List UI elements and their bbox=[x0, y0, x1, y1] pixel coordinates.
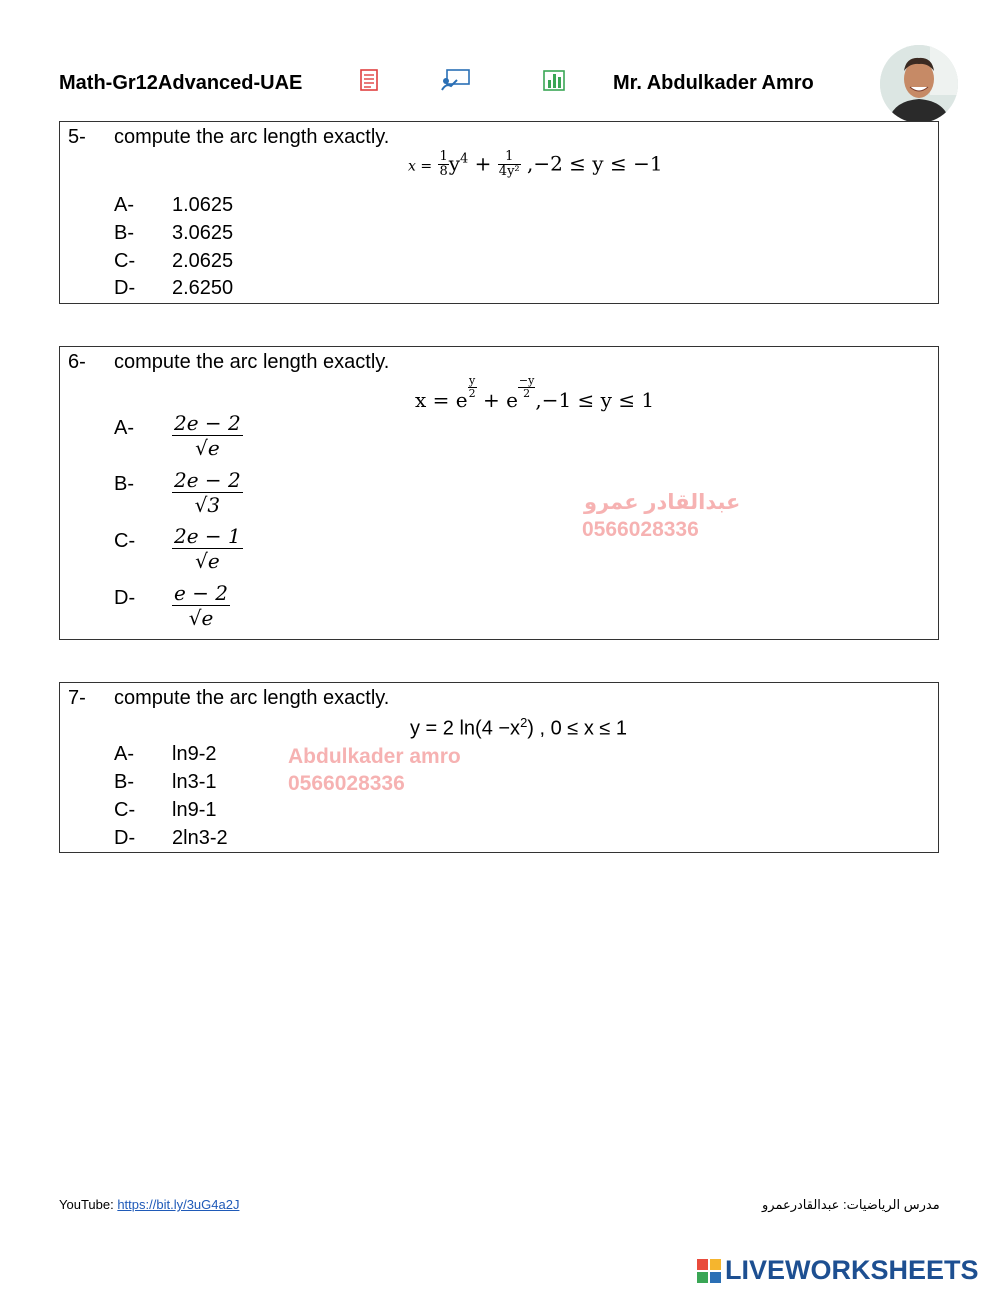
question-prompt: compute the arc length exactly. bbox=[114, 351, 390, 373]
question-prompt: compute the arc length exactly. bbox=[114, 687, 390, 709]
option-d-value[interactable]: 2.6250 bbox=[172, 277, 234, 299]
question-formula: x = $\frac{1}{8}$ $y^4$ + $\frac{1}{\text{4y²}}$ ,−2 ≤ y ≤ −1 bbox=[408, 149, 663, 180]
option-c-value[interactable]: 2.0625 bbox=[172, 250, 234, 272]
watermark-arabic-name: عبدالقادر عمرو bbox=[584, 491, 741, 514]
option-d-label: D- bbox=[114, 277, 136, 299]
option-a-label: A- bbox=[114, 417, 134, 439]
footer-arabic-credit: مدرس الرياضيات: عبدالقادرعمرو bbox=[762, 1197, 940, 1212]
watermark-phone: 0566028336 bbox=[288, 772, 405, 795]
option-a-label: A- bbox=[114, 743, 134, 765]
option-b-value[interactable]: ln3-1 bbox=[172, 771, 217, 793]
course-title: Math-Gr12Advanced-UAE bbox=[59, 72, 303, 94]
presentation-icon[interactable] bbox=[441, 68, 471, 92]
question-number: 7- bbox=[68, 687, 86, 709]
option-b-value[interactable]: 3.0625 bbox=[172, 222, 234, 244]
checklist-icon[interactable] bbox=[357, 68, 381, 92]
option-b-value[interactable]: 2e − 2 √3 bbox=[174, 468, 241, 517]
option-c-label: C- bbox=[114, 530, 136, 552]
question-number: 5- bbox=[68, 126, 86, 148]
teacher-name: Mr. Abdulkader Amro bbox=[613, 72, 814, 94]
question-5-box bbox=[59, 121, 939, 304]
option-c-label: C- bbox=[114, 250, 136, 272]
bar-chart-icon[interactable] bbox=[542, 68, 566, 92]
question-6-box bbox=[59, 346, 939, 640]
option-b-label: B- bbox=[114, 473, 134, 495]
option-d-value[interactable]: e − 2 √e bbox=[174, 581, 229, 630]
option-d-label: D- bbox=[114, 827, 136, 849]
question-7-box bbox=[59, 682, 939, 853]
watermark-phone: 0566028336 bbox=[582, 518, 699, 541]
option-a-value[interactable]: ln9-2 bbox=[172, 743, 217, 765]
question-prompt: compute the arc length exactly. bbox=[114, 126, 390, 148]
teacher-avatar bbox=[880, 45, 958, 123]
option-a-value[interactable]: 2e − 2 √e bbox=[174, 411, 241, 460]
footer-youtube bbox=[59, 1197, 239, 1212]
liveworksheets-logo[interactable] bbox=[697, 1255, 979, 1286]
youtube-link[interactable]: https://bit.ly/3uG4a2J bbox=[117, 1197, 240, 1212]
option-c-label: C- bbox=[114, 799, 136, 821]
question-number: 6- bbox=[68, 351, 86, 373]
brand-name: LIVEWORKSHEETS bbox=[725, 1255, 979, 1285]
option-b-label: B- bbox=[114, 222, 134, 244]
option-c-value[interactable]: ln9-1 bbox=[172, 799, 217, 821]
watermark-latin-name: Abdulkader amro bbox=[288, 745, 461, 768]
option-d-label: D- bbox=[114, 587, 136, 609]
question-formula: y = 2 $\ln(4 -x^2)$ , 0 ≤ x ≤ 1 bbox=[410, 715, 628, 740]
option-b-label: B- bbox=[114, 771, 134, 793]
youtube-label: YouTube: bbox=[59, 1197, 114, 1212]
option-a-value[interactable]: 1.0625 bbox=[172, 194, 234, 216]
liveworksheets-blocks-icon bbox=[697, 1259, 721, 1283]
question-formula: x = e $\frac{y}{2}$ + e $\frac{-y}{2}$ ,−1 ≤ y ≤ 1 bbox=[415, 374, 655, 413]
option-d-value[interactable]: 2ln3-2 bbox=[172, 827, 228, 849]
option-a-label: A- bbox=[114, 194, 134, 216]
option-c-value[interactable]: 2e − 1 √e bbox=[174, 524, 241, 573]
